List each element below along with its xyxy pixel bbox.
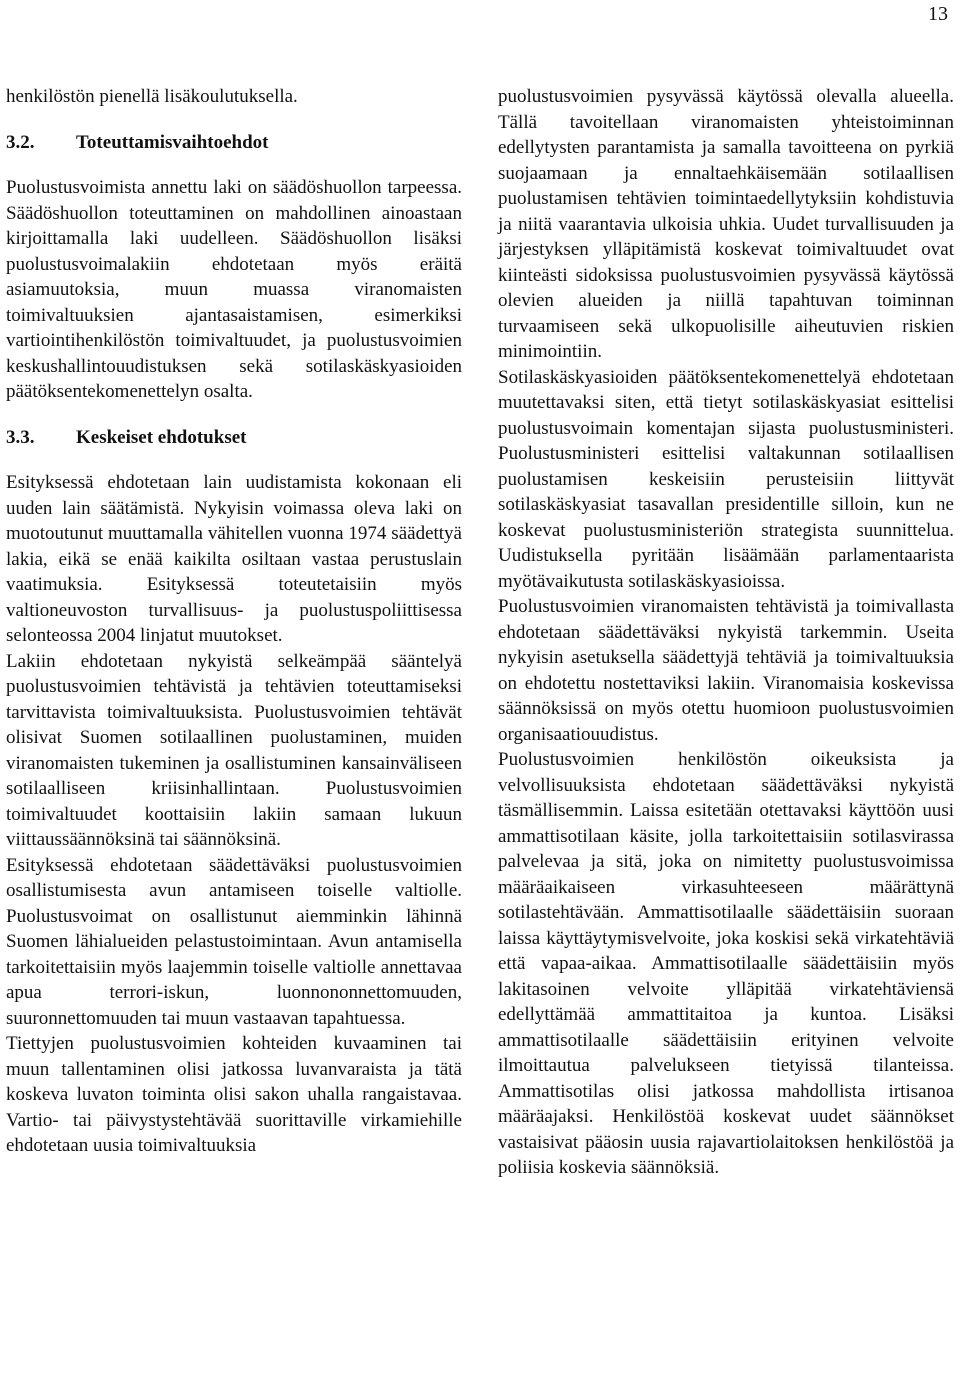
paragraph: Puolustusvoimista annettu laki on säädöshuollon tarpeessa. Säädöshuollon toteuttaminen on mahdollinen ainoastaan kirjoittamalla laki uudelleen. Säädöshuollon lisäksi puolustusvoimalakiin ehdotetaan myös eräitä asiamuutoksia, muun muassa viranomaisten toimivaltuuksien ajantasaistamisen, esimerkiksi vartiointihenkilöstön toimivaltuudet, ja puolustusvoimien keskushallintouudistuksen sekä sotilaskäskyasioiden päätöksentekomenettelyn osalta.: [6, 177, 462, 402]
section-title: Toteuttamisvaihtoehdot: [76, 131, 269, 153]
right-column: [498, 84, 954, 1181]
section-heading: [6, 425, 462, 451]
paragraph: Puolustusvoimien viranomaisten tehtävistä ja toimivallasta ehdotetaan säädettäväksi nykyistä tarkemmin. Useita nykyisin asetuksella säädettyjä tehtäviä ja toimivaltuuksia on ehdotettu nostettaviksi lakiin. Viranomaisia koskevissa säännöksissä on myös otettu huomioon puolustusvoimien organisaatiouudistus.: [498, 596, 954, 745]
paragraph: Tiettyjen puolustusvoimien kohteiden kuvaaminen tai muun tallentaminen olisi jatkossa luvanvaraista ja tätä koskeva luvaton toiminta olisi sakon uhalla rangaistavaa. Vartio- tai päivystystehtävää suorittaville virkamiehille ehdotetaan uusia toimivaltuuksia: [6, 1033, 462, 1156]
section-heading: [6, 130, 462, 156]
section-number: 3.2.: [6, 131, 35, 153]
paragraph: Esityksessä ehdotetaan säädettäväksi puolustusvoimien osallistumisesta avun antamiseen toiselle valtiolle. Puolustusvoimat on osallistunut aiemminkin lähinnä Suomen lähialueiden pelastustoimintaan. Avun antamisella tarkoitettaisiin myös laajemmin toiselle valtiolle annettavaa apua terrori-iskun, luonnononnettomuuden, suuronnettomuuden tai muun vastaavan tapahtuessa.: [6, 854, 462, 1029]
paragraph: Sotilaskäskyasioiden päätöksentekomenettelyä ehdotetaan muutettavaksi siten, että tietyt sotilaskäskyasiat esittelisi puolustusvoimain komentajan sijasta puolustusministeri. Puolustusministeri esittelisi valtakunnan sotilaallisen puolustamisen keskeisiin perusteisiin liittyvät sotilaskäskyasiat tasavallan presidentille silloin, kun ne koskevat puolustusministeriön strategista suunnittelua. Uudistuksella pyritään lisäämään parlamentaarista myötävaikutusta sotilaskäskyasioissa.: [498, 366, 954, 592]
section-title: Keskeiset ehdotukset: [76, 426, 247, 448]
paragraph: Lakiin ehdotetaan nykyistä selkeämpää sääntelyä puolustusvoimien tehtävistä ja tehtävien toteuttamiseksi tarvittavista toimivaltuuksista. Puolustusvoimien tehtävät olisivat Suomen sotilaallinen puolustaminen, muiden viranomaisten tukeminen ja osallistuminen kansainväliseen sotilaalliseen kriisinhallintaan. Puolustusvoimien toimivaltuudet koottaisiin lakiin samaan lukuun viittaussäännöksinä tai säännöksinä.: [6, 650, 462, 850]
paragraph: puolustusvoimien pysyvässä käytössä olevalla alueella. Tällä tavoitellaan viranomaisten yhteistoiminnan edellytysten parantamista ja samalla tavoitteena on pyrkiä suojaamaan ja ennaltaehkäisemään sotilaallisen puolustamisen tehtävien toimintaedellytyksiin kohdistuvia ja niitä vaarantavia ulkoisia uhkia. Uudet turvallisuuden ja järjestyksen ylläpitämistä koskevat toimivaltuudet ovat kiinteästi sidoksissa puolustusvoimien pysyvässä käytössä olevien alueiden ja niillä tapahtuvan toiminnan turvaamiseen sekä ulkopuolisille aiheutuvien riskien minimointiin.: [498, 86, 954, 362]
section-number: 3.3.: [6, 426, 35, 448]
left-column: [6, 84, 462, 1159]
paragraph: henkilöstön pienellä lisäkoulutuksella.: [6, 86, 298, 107]
paragraph: Puolustusvoimien henkilöstön oikeuksista ja velvollisuuksista ehdotetaan säädettäväksi nykyistä täsmällisemmin. Laissa esitetään otettavaksi käyttöön uusi ammattisotilaan käsite, jolla tarkoitettaisiin sotilasvirassa palvelevaa ja sitä, joka on nimitetty puolustusvoimissa määräaikaiseen virkasuhteeseen määrättynä sotilastehtävään. Ammattisotilaalle säädettäisiin suoraan laissa käyttäytymisvelvoite, joka koskisi sekä virkatehtäviä että vapaa-aikaa. Ammattisotilaalle säädettäisiin myös lakitasoinen velvoite ylläpitää virkatehtäviensä edellyttämää ammattitaitoa ja kuntoa. Lisäksi ammattisotilaalle säädettäisiin erityinen velvoite ilmoittautua palvelukseen tietyissä tilanteissa. Ammattisotilas olisi jatkossa mahdollista irtisanoa määräajaksi. Henkilöstöä koskevat uudet säännökset vastaisivat pääosin uusia rajavartiolaitoksen henkilöstöä ja poliisia koskevia säännöksiä.: [498, 749, 954, 1178]
page-number: 13: [928, 3, 948, 25]
paragraph: Esityksessä ehdotetaan lain uudistamista kokonaan eli uuden lain säätämistä. Nykyisin voimassa oleva laki on muotoutunut muuttamalla vähitellen vuonna 1974 säädettyä lakia, eikä se enää kaikilta osiltaan vastaa perustuslain vaatimuksia. Esityksessä toteutetaisiin myös valtioneuvoston turvallisuus- ja puolustuspoliittisessa selonteossa 2004 linjatut muutokset.: [6, 472, 462, 646]
